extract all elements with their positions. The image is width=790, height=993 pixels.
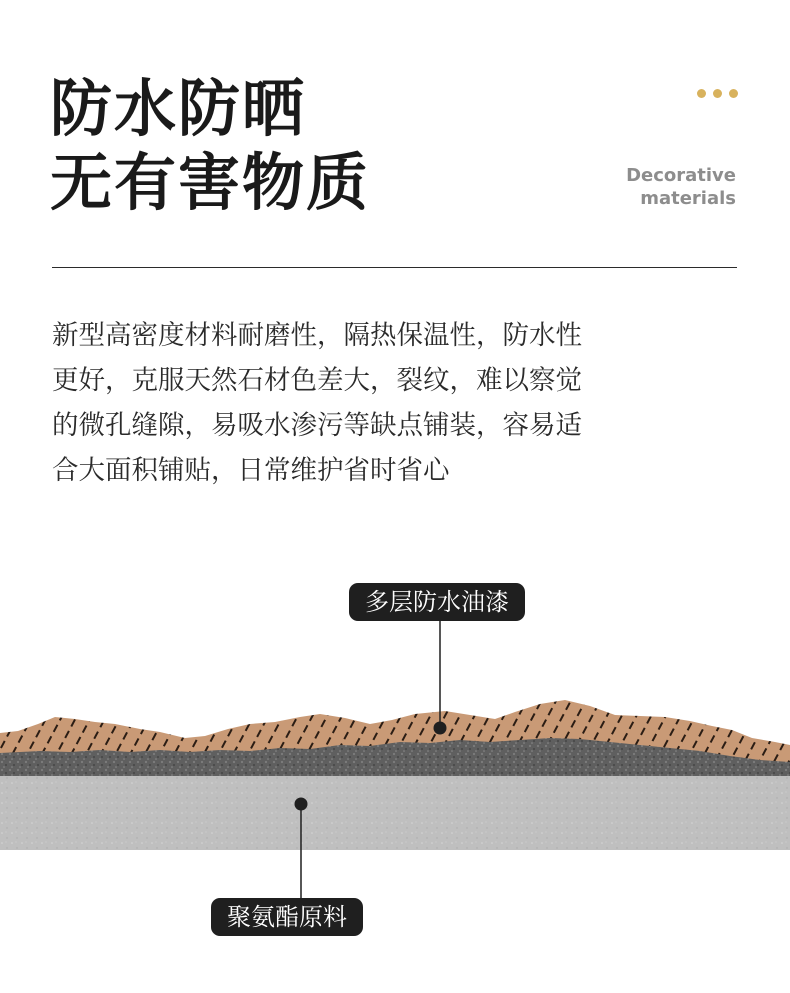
callout-label-waterproof-paint: 多层防水油漆	[349, 583, 525, 621]
caption-line-2: materials	[640, 188, 736, 209]
description-line: 合大面积铺贴，日常维护省时省心	[52, 455, 450, 486]
base-layer	[0, 772, 790, 850]
title-line-2: 无有害物质	[50, 146, 371, 219]
description-line: 更好，克服天然石材色差大，裂纹，难以察觉	[52, 365, 582, 396]
description-line: 的微孔缝隙，易吸水渗污等缺点铺装，容易适	[52, 410, 582, 441]
description-line: 新型高密度材料耐磨性，隔热保温性，防水性	[52, 320, 582, 351]
title-line-1: 防水防晒	[50, 72, 307, 145]
callout-label-polyurethane: 聚氨酯原料	[211, 898, 363, 936]
top-callout-dot	[434, 722, 447, 735]
caption-line-1: Decorative	[626, 165, 736, 186]
bottom-callout-dot	[295, 798, 308, 811]
